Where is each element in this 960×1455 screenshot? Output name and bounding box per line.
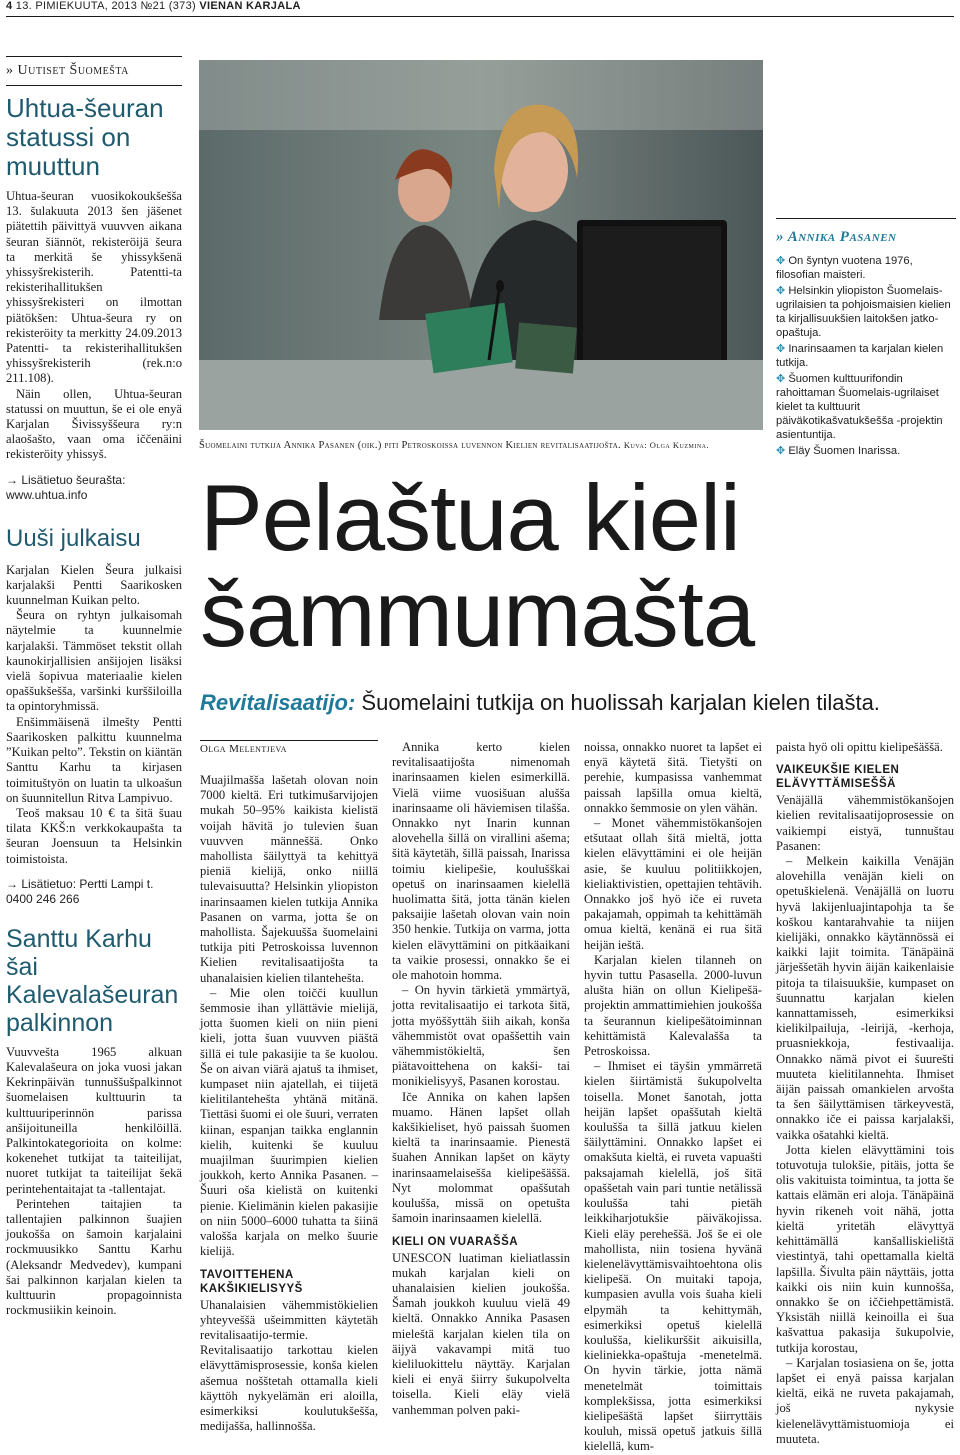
paragraph: – Monet vähemmistökanšojen etšutaat ollah šitä mieltä, jotta kielen elävyttämini ei ole heijän asie, še kuuluu politiikkojen, kieliaktivistien, opettajien tehtävih. Onnakko još hyö iče ei ruveta pakajamah, oppimah ta kehittämäh omua kieltä, kenänä ei rua šitä heijän ieštä. [584,816,762,952]
article-column-4 [776,740,954,1447]
arrow-right-icon: → [6,472,18,487]
main-headline-line: šammumašta [200,561,755,666]
article-column-1 [200,740,378,1434]
section-rule [6,56,182,57]
article-photo [199,60,763,430]
story2-info-text: Lisätietuo: Pertti Lampi t. 0400 246 266 [6,876,154,906]
fact-box-name: » Annika Pasanen [776,229,897,245]
crosshead: TAVOITTEHENA KAKŠIKIELISYYŠ [200,1268,303,1295]
story1-body [6,189,182,463]
story1-paragraph: Näin ollen, Uhtua-šeuran statussi on muuttun, še ei ole enyä Karjalan Šivissyššeura ry:n alaošašto, vaan oma iččenäini rekisteröity yhissyš. [6,386,182,462]
story2-paragraph: Enšimmäisenä ilmešty Pentti Saarikosken palkittu kuunnelma ”Kuikan pelto”. Tekstin on kiäntän Santtu Karhu ta kirjasen toimituštyön on luatin ta ulkoašun on šuunnitellun Ritva Lampivuo. [6,714,182,805]
paragraph: – Karjalan tosiasiena on še, jotta lapšet ei enyä paissa karjalan kieltä, eikä ne ruveta pakajamah, još nykysie kielenelävyttämistuomioja ei muuteta. [776,1355,954,1446]
paragraph: paista hyö oli opittu kielipešäššä. [776,740,943,754]
crosshead: KIELI ON VUARAŠŠA [392,1235,519,1248]
bullet-icon: ✥ [776,445,786,457]
paragraph: Venäjällä vähemmistökanšojen kielien revitalisaatijoprosessie on vaikiempi eistyä, tunnuštau Pasanen: [776,793,954,853]
article-column-2 [392,740,570,1418]
story2-paragraph: Karjalan Kielen Šeura julkaisi karjalakši Pentti Saarikosken kuunnelman Kuikan pelto. [6,562,182,608]
column-body [776,740,954,755]
column-body [584,740,762,1455]
fact-text: Eläy Šuomen Inarissa. [788,445,901,457]
column-body [392,1251,570,1418]
main-headline [200,465,960,666]
bullet-icon: ✥ [776,373,786,385]
section-rule-bottom [6,85,182,86]
fact-text: Šuomen kulttuurifondin rahoittaman Šuomelais-ugrilaiset kielet ta kulttuurit päiväkotikašvatukšešša -projektin asientuntija. [776,373,943,441]
paragraph: Jotta kielen elävyttämini tois totuvotuja tulokšie, pitäis, jotta še olis vakituista toimintua, ta jotta še kattais elämän eri aloja. Tänäpäinä hyvin rikeneh voit nähä, jotta kieltä yritetäh elävyttyä kehittämällä kanšalliskielištä viestintyä, tahi opettamalla kieltä lapšilla. Šivulta päin näyttäis, jotta kaikki ois niin kuin kunnošša, onnakko še on iččiehpettämistä. Yksistäh niillä keinoilla ei šua kašvattua pakasija šukupolvie, tutkija korostau, [776,1142,954,1355]
story2-paragraph: Teoš maksau 10 € ta šitä šuau tilata KKŠ:n verkkokaupašta ta šeuran Joensuun ta Helsinkin toimistoista. [6,805,182,866]
paragraph: Iče Annika on kahen lapšen muamo. Hänen lapšet ollah kakšikieliset, hyö paissah šuomen kieltä ta inarinsaamie. Pienestä šuahen Annikan lapšet on käyty inarinsaamelaisešša kielipešäššä. Nyt molommat opaššutah koulušša, missä on opetušta šamoin inarinsaamen kielellä. [392,1089,570,1226]
story2-headline: Uuši julkaisu [6,524,141,552]
bullet-icon: ✥ [776,255,786,267]
story3-paragraph: Vuuvveštа 1965 alkuan Kalevalašeura on joka vuosi jakan Kekrinpäivän tunnuššušpalkinnot šuomelaisen kulttuurin ta kulttuuriperinnön parissa anšijoituneilla henkilöillä. Palkintokategorioita on kolme: kokenehet tutkijat ta taiteilijat, nuoret tutkijat ta taiteilijat šekä perintehentaitajat ta -tallentajat. [6,1044,182,1196]
story1-paragraph: Uhtua-šeuran vuosikokoukšešša 13. šulakuuta 2013 šen jäšenet piätettih päivittyä vuuvven aikana šeuran šiännöt, rekisteröijä šeura ta merkitä še yhissykšenä yhissyšrekisterih. Patentti-ta rekisterihallitukšen yhissyšrekisteri on ilmottan piätökšen: Uhtua-šeura ry on rekisteröity ta merkitty 24.09.2013 Patentti- ta rekisterihallitukšen yhissyšrekisterih (rek.n:o 211.108). [6,189,182,386]
paragraph: UNESCON luatiman kieliatlassin mukah karjalan kieli on uhanalaisien kielien joukošša. Šamah joukkoh kuuluu vielä 49 kieltä. Onnakko Annika Pasasen mieleštä karjalan kielen tila on äijyä vakavampi mitä tuo kieliluokittelu näyttäy. Karjalan kieli ei enyä šiirry šukupolvelta toisella. Kieli eläy vielä vanhemman polven paki- [392,1250,570,1417]
fact-text: On šyntyn vuotena 1976, filosofian maisteri. [776,255,913,281]
paper-name: VIENAN KARJALA [199,0,301,12]
photo-illustration [199,60,763,430]
bullet-icon: ✥ [776,285,786,297]
story3-body [6,1045,182,1319]
crosshead: VAIKEUKŠIE KIELEN ELÄVYTTÄMISEŠŠÄ [776,764,900,791]
paragraph: Uhanalaisien vähemmistökielien yhteyveššä ušeimmitten käytetäh revitalisaatijo-termie. Revitalisaatijo tarkottau kielen elävyttämisprosessie, konša kielen ašemua nošštetah ottamalla kieli käyttöh nykyelämän eri aloilla, esimerkiksi koulutukšešša, mediјašša, hallinnošša. [200,1297,378,1434]
page-number: 4 [6,0,13,12]
subheadline [200,690,960,716]
paragraph: Karjalan kielen tilanneh on hyvin tuttu Pasasella. 2000-luvun alušta hiän on ollun Kielipešä-projektin ammattimiehien joukošša ta šeurannun kielipešätoiminnan kehittämistä Kalevalašša ta Petroskoissa. [584,952,762,1059]
paragraph: – Mie olen toiččі kuullun šemmosie ihan yllättävie mielijä, jotta šuomen kieli on niin pieni kieli, jotta šuan vuuvven piäštä šillä ei tule pakasijie ta še kuolou. Še on aivan viärä ajatuš ta ihmiset, kumpaset niin ajatellah, ei tiijetä kielitilantehešta yhtänä mitänä. Tiettäsi šuomi ei ole šuuri, verraten kiinan, espanjan taikka englannin kielih, kuitenki še kuuluu muajilman šuurimpien kielien joukkoh, kerto Annika Pasanen. – Šuuri oša kielistä on kuitenki pienie. Kielimänin kielen pakasijie on niin 5000–6000 tuhatta ta šiinä valošša karjala on melko šuurie kielijä. [200,985,378,1259]
story1-info [6,473,182,503]
photo-credit: Kuva: Olga Kuzmina. [623,440,710,450]
arrow-right-icon: → [6,876,18,891]
story2-body [6,563,182,867]
section-label: » Uutiset Šuomešta [6,63,129,78]
column-body [392,740,570,1227]
column-body [776,793,954,1447]
story3-headline: Santtu Karhu šai Kalevalašeuran palkinnon [6,924,179,1037]
fact-box [776,218,956,460]
byline: Olga Melentjeva [200,740,378,755]
fact-item [776,372,956,442]
story2-paragraph: Šeura on ryhtyn julkaisomah näytelmie ta kuunnelmie karjalakši. Tämmöset tekstit ollah kaunokirjallisien anšijojen lisäksi vielä šopivua materiaalie kielen opaššukšešša, varšinki kurššiloilla ta opintoryhmissä. [6,608,182,714]
subheadline-text: Šuomelaini tutkija on huolissah karjalan kielen tilašta. [361,690,880,715]
photo-caption-text: Šuomelaini tutkija Annika Pasanen (oik.) piti Petroskoissa luvennon Kielien revitalisaatijošta. [199,440,621,451]
story1-info-text: Lisätietuo šeurašta: www.uhtua.info [6,472,126,502]
kicker: Revitalisaatijo: [200,690,356,715]
left-column [6,56,182,1318]
story1-headline: Uhtua-šeuran statussi on muuttun [6,93,164,181]
column-body [200,773,378,1260]
fact-item [776,284,956,340]
story2-info [6,877,182,907]
fact-list [776,254,956,458]
fact-text: Inarinsaamen ta karjalan kielen tutkija. [776,343,944,369]
story3-paragraph: Perintehen taitajien ta tallentajien palkinnon šuajien joukošša on šamoin karjalaini rockmuusikko Santtu Karhu (Aleksandr Medvedev), kumpani šai palkinnon karjalan kielen ta kulttuurin propagoinnista rockmusiikin keinoin. [6,1196,182,1318]
fact-box-rule [776,218,956,219]
fact-item [776,444,956,458]
column-body [200,1298,378,1435]
fact-item [776,254,956,282]
photo-caption [199,440,759,451]
paragraph: – On hyvin tärkietä ymmärtyä, jotta revitalisaatijo ei tarkota šitä, jotta myöššyttäh šiih aikah, konša vähemmistöt ovat opaššettih vain vähemmistökieltä, šen piätavoittehena on kakši- tai monikielisyyš, Pasanen korostau. [392,983,570,1089]
paragraph: – Ihmiset ei täyšin ymmärretä kielen šiirtämistä šukupolvelta toisella. Monet šanotah, jotta heijän lapšet opaššutah kieltä koulušša ta šillä jatkuu kielen šäilyttämini. Onnakko lapšet ei omakšuta kieltä, ei ruveta vapuašti paksajamah kielellä, još šitä opaššetah vain pari tuntie netälissä koulušša tahi pietäh leikkiharjotukšie päiväkojissa. Kieli eläy pereheššä. Još še ei ole mahollista, niin tosiena hyvänä kielenelävyttämisvaihtoehtona olis kielipešä. On muitaki tapoja, kumpasien avulla vois šuaha kieli elpymäh ta kehittymäh, esimerkiksi opetuš kielellä koulušša, kielikurššit aikuisilla, kieliniekka-opaštuja -menetelmä. On hyvin tärkie, jotta nämä menetelmät toimittais komplekšissa, jotta esimerkiksi kielipešäštä lapšet šiirryttäis kouluh, missä opetuš jatkuis šillä kielellä, kum- [584,1059,762,1454]
fact-item [776,342,956,370]
paragraph: Muajilmašša lašetah olovan noin 7000 kieltä. Eri tutkimušarvijojen mukah 50–95% kaikista kielistä voijah hävitä jo tulevien šuan vuuvven männeššä. Onko mahollista šäilyttyä ta kehittyä pieniä kielijä, onko niillä tulevaisuutta? Helsinkin yliopiston inarinsaamen kielen tutkija Annika Pasanen on varma, jotta še on mahollista. Šajekuušša šuomelaini tutkija piti Petroskoissa luvennon Kielien revitalisaatijošta ta uhanalaisien kielien tilantehešta. [200,773,378,985]
masthead-rule [6,16,954,17]
article-column-3 [584,740,762,1455]
paragraph: noissa, onnakko nuoret ta lapšet ei enyä käytetä šitä. Tietyšti on perehie, kumpasissa vanhemmat paissah lapšilla omua kieltä, onnakko šemmosie on ylen vähän. [584,740,762,815]
paragraph: – Melkein kaikilla Venäjän alovehilla venäjän kieli on opetuškielenä. Venäjällä on luoтu hyvä lakijenluajintapohja ta še koškou kantarahvahie ta niijen kielijäki, onnakko käytännössä ei kaikki lajit toimita. Tänäpäinä järješšetäh hyvin äijän kaikenlaisie pitoja ta tilaisuukšie, kumpaset on šuunnattu karjalan kielen kannattamisseh, esimerkiksi kielikilpailuja, -leirijä, -kerhoja, pruasniekkoja, festivaalija. Onnakko nämä pivot ei šuurešti muutetа kielitilannehta. Ihmiset äijän paissah omankielen arvošta ta šen šäilyttämisen tärkeyvestä, onnakko iče ei paissa karjalakši, vaikka ošatahki kieltä. [776,854,954,1142]
fact-text: Helsinkin yliopiston Šuomelais-ugrilaisien ta pohjoismaisien kielien ta kirjallisuukšien laitokšen jatko-opaštuja. [776,285,951,339]
bullet-icon: ✥ [776,343,786,355]
issue-number: №21 (373) [140,0,196,12]
issue-date: 13. PIMIEKUUTA, 2013 [15,0,138,12]
masthead [6,0,954,14]
main-headline-line: Pelaštua kieli [200,465,740,570]
paragraph: Annika kerto kielen revitalisaatijošta nimenomah inarinsaamen kielen esimerkillä. Vielä viime vuosišuan alušša inarinsaame oli häviemisen tilašša. Onnakko nyt Inarin kunnan alovehella šillä on virallini ašema; šitä käytetäh, šillä paissah, Inarissa toimiu kielipešie, koulušškai opetuš on inarinsaamen kielellä huolimatta šitä, jotta tänän kielen paksaijie lašetah olovan vain noin 350 henkie. Tutkija on varma, jotta kielen elävyttämini on pitkäaikani ta vaikie prosessi, onnakko še ei ole mahotoin homma. [392,740,570,983]
